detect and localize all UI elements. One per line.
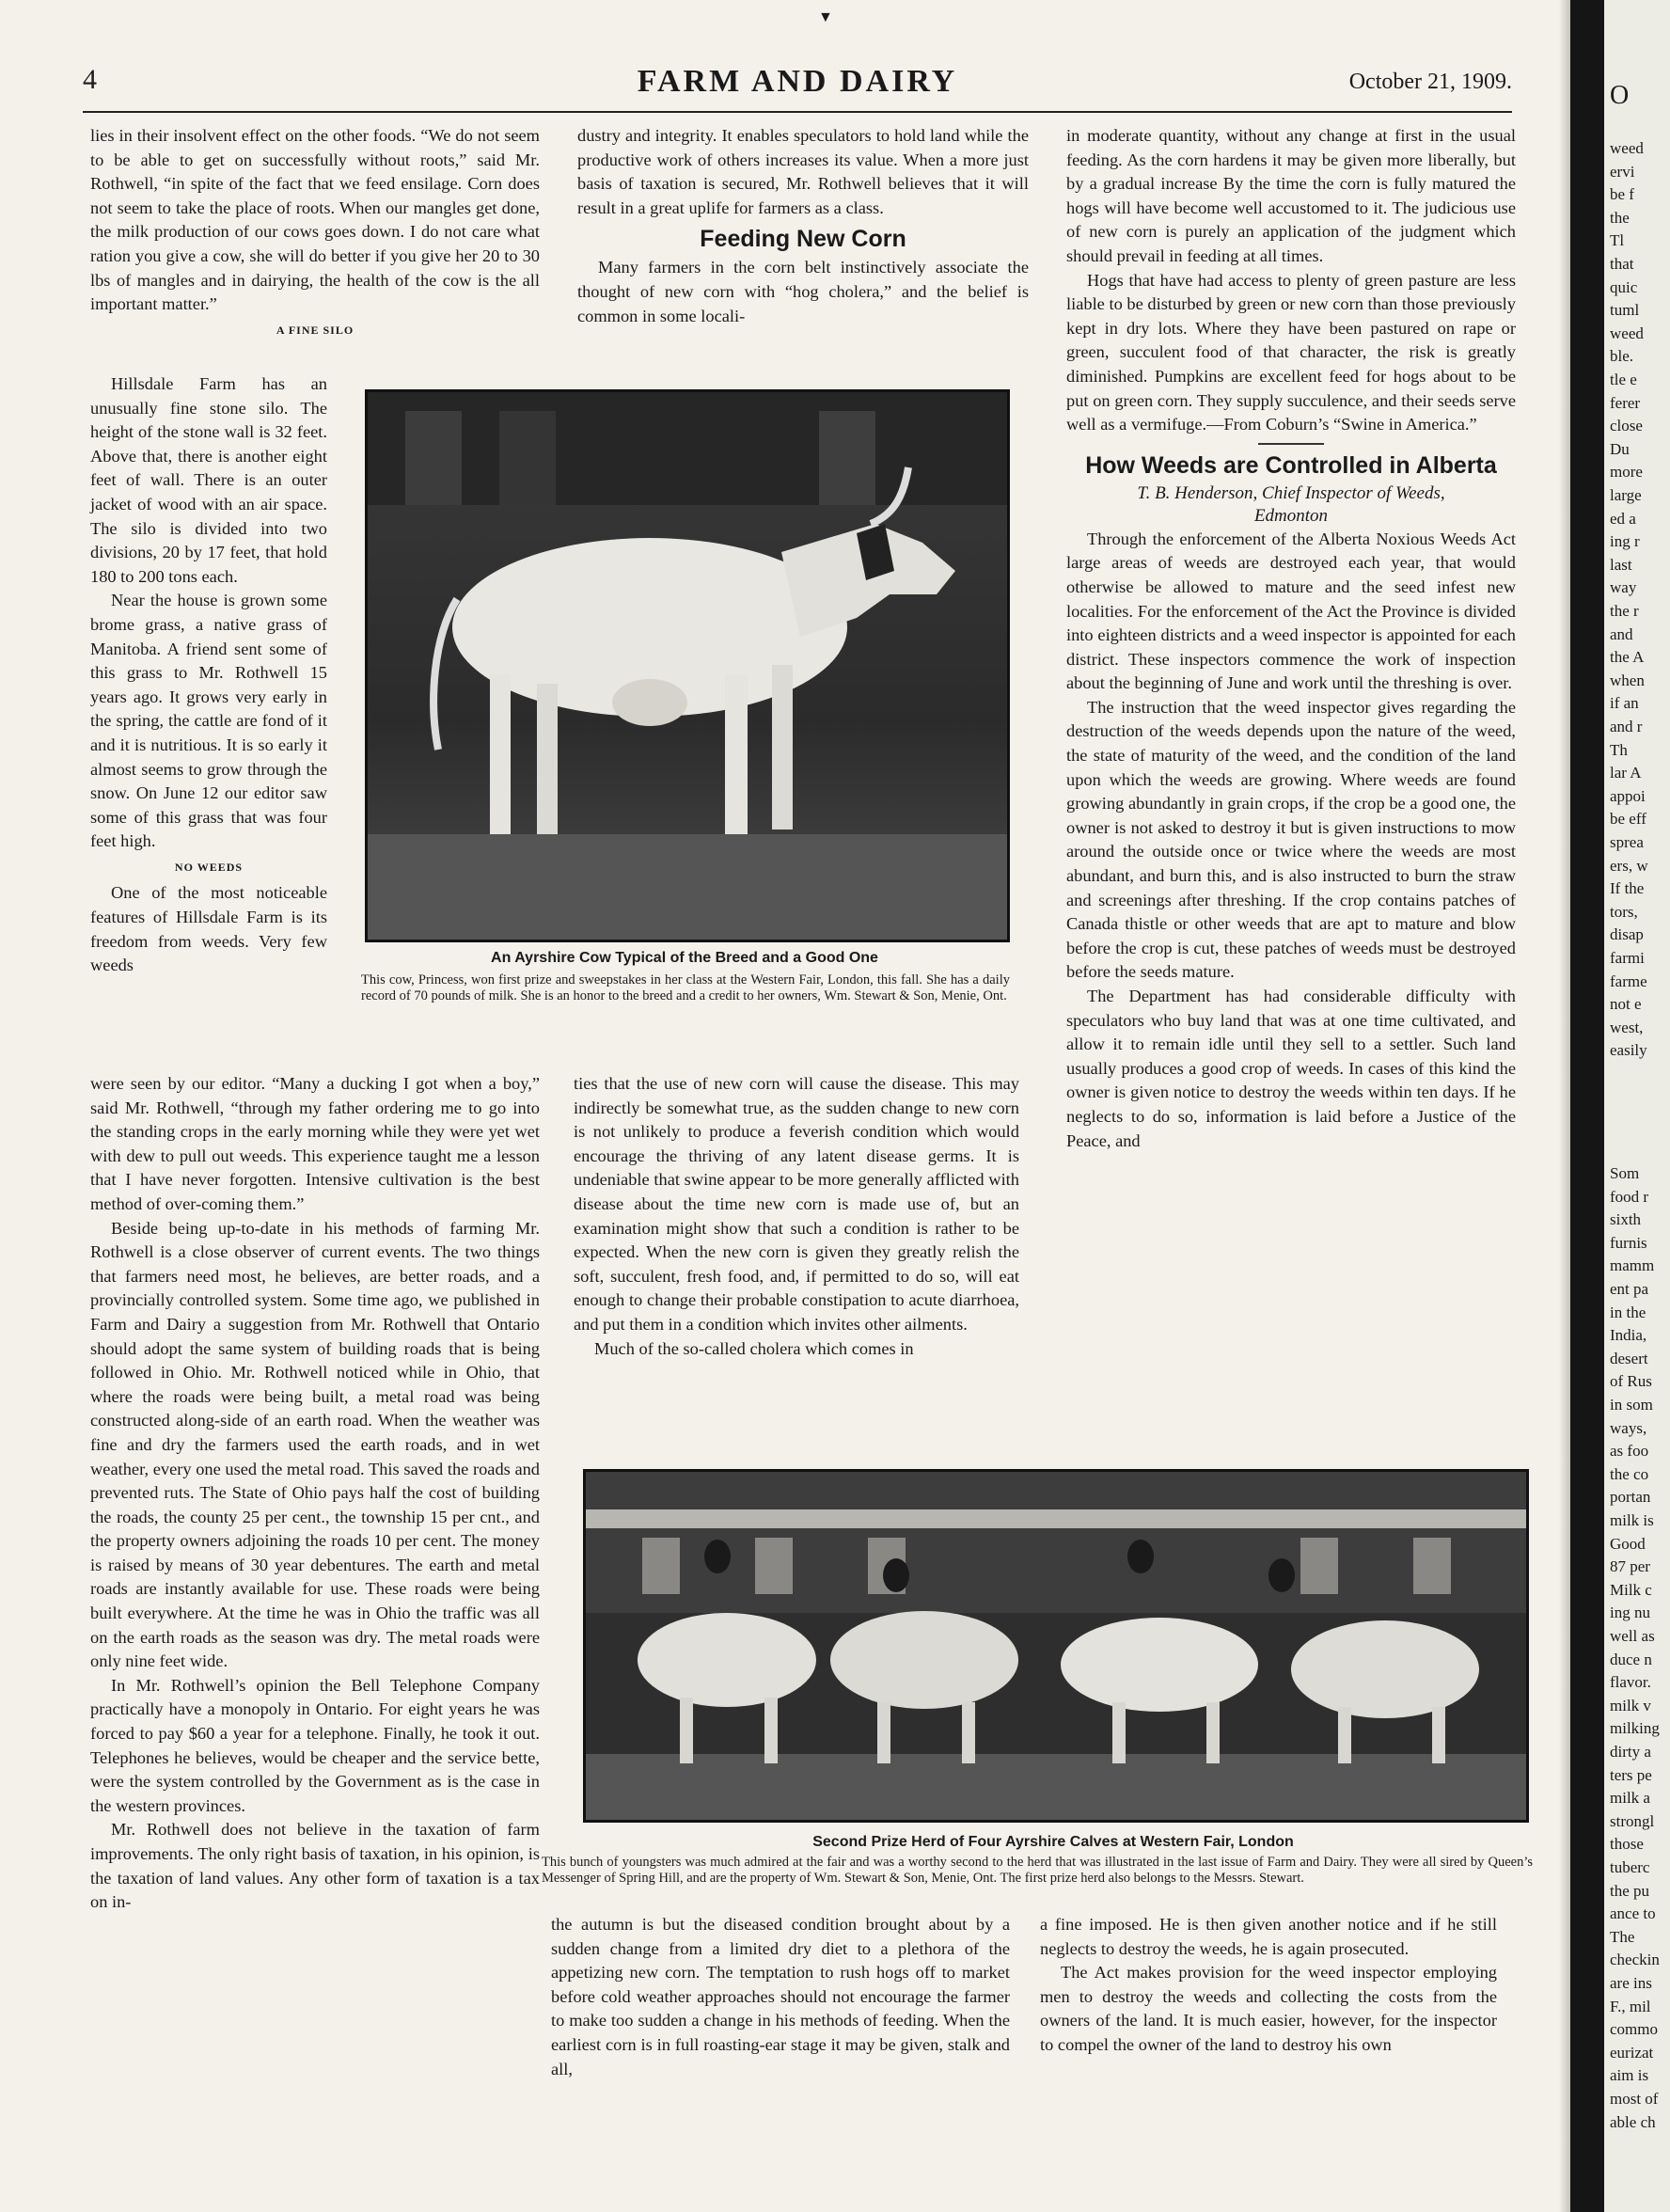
adjacent-page-line: tuberc — [1610, 1858, 1650, 1876]
telephone-paragraph: In Mr. Rothwell’s opinion the Bell Telephone Company practically have a monopoly in Ontario. For eight years he was forced to pay $60 a year for a telephone. Finally, he took it out. Telephones he believes, would be cheaper and the service bette, were the system controlled by the Government as is the case in the western provinces. — [90, 1675, 540, 1815]
adjacent-page-line: Du — [1610, 439, 1630, 458]
adjacent-page-line: the A — [1610, 648, 1645, 667]
adjacent-page-line: lar A — [1610, 764, 1642, 782]
adjacent-page-line: west, — [1610, 1018, 1644, 1036]
adjacent-page-line: be f — [1610, 185, 1634, 204]
adjacent-page-line: last — [1610, 555, 1632, 574]
fine-imposed-paragraph: a fine imposed. He is then given another notice and if he still neglects to destroy the weeds, he is again prosecuted. — [1040, 1915, 1497, 1958]
weeds-paragraph-start: One of the most noticeable features of Hillsdale Farm is its freedom from weeds. Very few weeds — [90, 883, 327, 975]
hogs-pasture-paragraph: Hogs that have had access to plenty of green pasture are less liable to be disturbed by green or new corn than those previously kept in dry lots. Where they have been pastured on rape or green, succulent food of that character, the risk is greatly diminished. Pumpkins are excellent feed for hogs about to be put on green corn. They supply succulence, and their seeds serve well as a vermifuge.—From Coburn’s “Swine in America.” — [1066, 270, 1516, 434]
adjacent-page-line: not e — [1610, 995, 1642, 1014]
adjacent-page-line: The — [1610, 1927, 1635, 1946]
adjacent-page-line: duce n — [1610, 1650, 1652, 1668]
feeding-new-corn-heading: Feeding New Corn — [700, 226, 906, 253]
weeds-act-paragraph: Through the enforcement of the Alberta Noxious Weeds Act large areas of weeds are destroyed each year, that would otherwise be allowed to mature and the seed infest new localities. For the enforcement of the Act the Province is divided into eighteen districts and a weed inspector is appointed for each district. These inspectors commence the work of inspection about the beginning of June and work until the threshing is over. — [1066, 529, 1516, 693]
cow-illustration — [368, 392, 1007, 940]
brome-grass-paragraph: Near the house is grown some brome grass, a native grass of Manitoba. A friend sent some of this grass to Mr. Rothwell 15 years ago. It grows very early in the spring, the cattle are fond of it and it is nutritious. It is so early it almost seems to grow through the snow. On June 12 our editor saw some of this grass that was four feet high. — [90, 591, 327, 851]
adjacent-page-fragment — [1604, 0, 1670, 2212]
adjacent-page-line: desert — [1610, 1349, 1648, 1367]
calves-illustration — [586, 1472, 1526, 1820]
adjacent-page-line: when — [1610, 671, 1645, 689]
adjacent-page-line: tuml — [1610, 301, 1640, 320]
adjacent-page-line: in som — [1610, 1396, 1653, 1414]
section-rule — [1258, 443, 1324, 445]
autumn-corn-paragraph: the autumn is but the diseased condition brought about by a sudden change from a limited dry diet to a plethora of the appetizing new corn. The temptation to rush hogs off to market before cold weather approaches should not encourage the farmer to make too sudden a change in his methods of feeding. When the earliest corn is in full roasting-ear stage it may be given, stalk and all, — [551, 1915, 1010, 2078]
calves-photo-caption: This bunch of youngsters was much admired at the fair and was a worthy second to the herd that was illustrated in the last issue of Farm and Dairy. They were all sired by Queen’s Messenger of Spring Hill, and are the property of Wm. Stewart & Son, Menie, Ont. The first prize herd also belongs to the Messrs. Stewart. — [542, 1855, 1533, 1886]
ayrshire-calves-photo — [583, 1469, 1529, 1823]
cow-photo-caption: This cow, Princess, won first prize and sweepstakes in her class at the Western Fair, London, this fall. She has a daily record of 70 pounds of milk. She is an honor to the breed and a credit to her owners, Wm. Stewart & Son, Menie, Ont. — [361, 972, 1010, 1003]
adjacent-page-line: ing r — [1610, 532, 1640, 551]
column-2-middle — [574, 1072, 1019, 1361]
adjacent-page-line: the — [1610, 208, 1630, 227]
adjacent-page-line: strongl — [1610, 1811, 1655, 1830]
rothwell-roots-paragraph: lies in their insolvent effect on the other foods. “We do not seem to be able to get on successfully without roots,” said Mr. Rothwell, “in spite of the fact that we feed ensilage. Corn does not seem to take the place of roots. When our mangles get done, the milk production of our cows goes down. I do not care what ration you give a cow, she will do better if you give her 20 to 30 lbs of mangles and in dairying, the health of the cow is the all important matter.” — [90, 126, 540, 314]
adjacent-page-line: sprea — [1610, 833, 1644, 851]
adjacent-page-line: the pu — [1610, 1881, 1650, 1900]
inspector-instruction-paragraph: The instruction that the weed inspector gives regarding the destruction of the weeds depends upon the nature of the weed, the state of maturity of the weed, and the condition of the land upon which the weeds are growing. Where weeds are found growing abundantly in grain crops, if the crop be a good one, the owner is not asked to destroy it but is given instructions to mow around the outside once or twice where the weeds are most abundant, and burn this, and is also instructed to burn the straw and screenings after threshing. If the crop contains patches of Canada thistle or other weeds that are apt to mature and blow before the crop is cut, these patches of weeds must be destroyed before the seeds mature. — [1066, 697, 1516, 982]
adjacent-page-line: are ins — [1610, 1974, 1652, 1992]
adjacent-page-line: be eff — [1610, 810, 1646, 829]
speculators-paragraph: The Department has had considerable difficulty with speculators who buy land that was at one time cultivated, and allow it to remain idle until they sell to a settler. Such land usually produces a good crop of weeds. In cases of this kind the owner is given notice to destroy the weeds within ten days. If he neglects to do so, information is laid before a Justice of the Peace, and — [1066, 987, 1516, 1150]
adjacent-page-line: Som — [1610, 1164, 1640, 1182]
adjacent-page-line: those — [1610, 1835, 1644, 1854]
weeds-paragraph-continued: were seen by our editor. “Many a ducking I got when a boy,” said Mr. Rothwell, “through my father ordering me to go into the standing crops in the early morning while they were yet wet with dew to pull out weeds. This experience taught me a lesson that I have never forgotten. Intensive cultivation is the best method of over-coming them.” — [90, 1074, 540, 1213]
adjacent-page-line: more — [1610, 463, 1643, 482]
cholera-paragraph-2: Much of the so-called cholera which comes in — [594, 1338, 914, 1358]
adjacent-page-line: milk a — [1610, 1789, 1650, 1808]
header-rule — [83, 111, 1512, 113]
cow-photo-title: An Ayrshire Cow Typical of the Breed and a Good One — [491, 950, 878, 966]
column-1-lower — [90, 1072, 540, 1915]
adjacent-page-line: If the — [1610, 879, 1645, 898]
corn-quantity-paragraph: in moderate quantity, without any change at first in the usual feeding. As the corn hardens it may be given more liberally, but by a gradual increase By the time the corn is fully matured the hogs will have become well accustomed to it. The judicious use of new corn is purely an application of the judgment which should prevail in feeding at all times. — [1066, 126, 1516, 265]
adjacent-page-line: ble. — [1610, 347, 1634, 366]
adjacent-page-line: well as — [1610, 1627, 1655, 1645]
adjacent-page-line: milking — [1610, 1719, 1660, 1738]
adjacent-page-line: Milk c — [1610, 1580, 1652, 1599]
adjacent-page-line: close — [1610, 417, 1643, 435]
adjacent-page-line: food r — [1610, 1187, 1649, 1206]
adjacent-page-line: tors, — [1610, 902, 1638, 921]
adjacent-page-line: large — [1610, 486, 1642, 504]
adjacent-page-line: most of — [1610, 2090, 1659, 2108]
adjacent-page-header: O — [1610, 81, 1630, 110]
page-header — [83, 64, 1512, 102]
adjacent-page-line: ance to — [1610, 1904, 1656, 1923]
adjacent-page-line: able ch — [1610, 2112, 1656, 2131]
adjacent-page-line: milk v — [1610, 1696, 1651, 1714]
column-1-top — [90, 124, 540, 344]
adjacent-page-line: disap — [1610, 925, 1644, 944]
adjacent-page-line: furnis — [1610, 1233, 1647, 1252]
adjacent-page-line: way — [1610, 578, 1637, 597]
adjacent-page-line: ervi — [1610, 162, 1635, 181]
taxation-continued: dustry and integrity. It enables speculators to hold land while the productive work of others increases its value. When a more just basis of taxation is secured, Mr. Rothwell believes that it will result in a great uplife for farmers as a class. — [577, 126, 1029, 217]
cholera-paragraph: ties that the use of new corn will cause the disease. This may indirectly be somewhat true, as the sudden change to new corn is not unlikely to produce a feverish condition which would encourage the thriving of any latent disease germs. It is undeniable that swine appear to be more generally afflicted with disease about the time new corn is made use of, but an examination might show that such a condition is rather to be expected. When the new corn is given they greatly relish the soft, succulent, fresh food, and, if permitted to do so, will eat enough to change their probable constipation to acute diarrhoea, and put them in a condition which invites other ailments. — [574, 1074, 1019, 1334]
adjacent-page-line: farme — [1610, 972, 1647, 990]
binding-gutter — [1570, 0, 1604, 2212]
adjacent-page-line: appoi — [1610, 786, 1646, 805]
adjacent-page-line: Tl — [1610, 231, 1625, 250]
column-3-top — [1066, 124, 1516, 1153]
adjacent-page-line: portan — [1610, 1488, 1651, 1507]
adjacent-page-line: eurizat — [1610, 2043, 1654, 2062]
adjacent-page-line: easily — [1610, 1041, 1647, 1060]
weeds-alberta-heading: How Weeds are Controlled in Alberta — [1085, 451, 1497, 479]
adjacent-page-line: the co — [1610, 1464, 1649, 1483]
subhead-fine-silo: A FINE SILO — [276, 323, 354, 337]
adjacent-page-line: weed — [1610, 139, 1644, 157]
column-2-bottom — [551, 1913, 1010, 2081]
adjacent-page-line: sixth — [1610, 1210, 1642, 1229]
top-mark: ▼ — [818, 9, 833, 25]
adjacent-page-line: Good — [1610, 1534, 1646, 1553]
feeding-corn-paragraph-1: Many farmers in the corn belt instinctively associate the thought of new corn with “hog cholera,” and the belief is common in some locali- — [577, 258, 1029, 325]
newspaper-title: FARM AND DAIRY — [637, 64, 958, 99]
calves-photo-title: Second Prize Herd of Four Ayrshire Calves at Western Fair, London — [812, 1834, 1294, 1850]
column-2-top — [577, 124, 1029, 328]
adjacent-page-line: F., mil — [1610, 1997, 1651, 2015]
adjacent-page-line: mamm — [1610, 1256, 1655, 1275]
byline-author: T. B. Henderson, Chief Inspector of Weeds, — [1137, 482, 1445, 503]
adjacent-page-line: flavor. — [1610, 1673, 1651, 1692]
adjacent-page-line: commo — [1610, 2020, 1658, 2039]
adjacent-page-line: ed a — [1610, 509, 1636, 528]
adjacent-page-line: dirty a — [1610, 1743, 1651, 1761]
ayrshire-cow-photo — [365, 389, 1010, 942]
adjacent-page-line: ent pa — [1610, 1280, 1649, 1298]
act-provision-paragraph: The Act makes provision for the weed inspector employing men to destroy the weeds and collecting the costs from the owners of the land. It is much easier, however, for the inspector to compel the owner of the land to destroy his own — [1040, 1963, 1497, 2054]
issue-date: October 21, 1909. — [1348, 70, 1512, 94]
adjacent-page-line: 87 per — [1610, 1557, 1650, 1576]
adjacent-page-line: India, — [1610, 1326, 1647, 1345]
adjacent-page-line: farmi — [1610, 949, 1645, 967]
adjacent-page-line: quic — [1610, 277, 1638, 296]
adjacent-page-line: of Rus — [1610, 1372, 1652, 1391]
column-1-narrow — [90, 372, 327, 978]
adjacent-page-line: Th — [1610, 740, 1628, 759]
adjacent-page-line: that — [1610, 255, 1634, 273]
adjacent-page-line: ing nu — [1610, 1604, 1650, 1622]
adjacent-page-line: and r — [1610, 718, 1643, 735]
adjacent-page-line: the r — [1610, 602, 1639, 620]
adjacent-page-line: aim is — [1610, 2066, 1649, 2085]
adjacent-page-line: ways, — [1610, 1418, 1647, 1437]
adjacent-page-line: as foo — [1610, 1442, 1649, 1461]
roads-paragraph: Beside being up-to-date in his methods of farming Mr. Rothwell is a close observer of current events. The two things that farmers need most, he believes, are better roads, and a provincially controlled system. Some time ago, we published in Farm and Dairy a suggestion from Mr. Rothwell that Ontario should adopt the same system of building roads that is being followed in Ohio. Mr. Rothwell noticed while in Ohio, that where the roads were being built, a metal road was being constructed along-side of an earth road. When the weather was fine and dry the farmers used the earth roads, and in wet weather, every one used the metal road. This saved the roads and prevented ruts. The State of Ohio pays half the cost of building the roads, the county 25 per cent., the township 15 per cnt., and the property owners adjoining the roads 10 per cent. The money is raised by means of 30 year debentures. The earth and metal roads are instantly available for use. These roads were being built everywhere. At the time he was in Ohio the traffic was all on the earth roads as the season was dry. The metal roads were only nine feet wide. — [90, 1218, 540, 1671]
column-3-bottom — [1040, 1913, 1497, 2058]
adjacent-page-line: ers, w — [1610, 856, 1648, 875]
silo-paragraph: Hillsdale Farm has an unusually fine stone silo. The height of the stone wall is 32 feet. Above that, there is another eight feet of wall. There is an outer jacket of wood with an air space. The silo is divided into two divisions, 20 by 17 feet, that hold 180 to 200 tons each. — [90, 374, 327, 586]
adjacent-page-line: tle e — [1610, 371, 1637, 388]
adjacent-page-line: checkin — [1610, 1951, 1660, 1969]
adjacent-page-line: if an — [1610, 694, 1639, 713]
adjacent-page-line: and — [1610, 624, 1633, 643]
adjacent-page-line: ters pe — [1610, 1765, 1652, 1784]
taxation-paragraph: Mr. Rothwell does not believe in the taxation of farm improvements. The only right basis of taxation, in his opinion, is the taxation of land values. Any other form of taxation is a tax on in- — [90, 1820, 540, 1912]
adjacent-page-line: weed — [1610, 324, 1644, 342]
adjacent-page-line: milk is — [1610, 1511, 1654, 1529]
adjacent-page-line: ferer — [1610, 393, 1641, 412]
byline-place: Edmonton — [1253, 505, 1329, 526]
subhead-no-weeds: NO WEEDS — [174, 860, 244, 874]
adjacent-page-line: in the — [1610, 1303, 1646, 1321]
page-number: 4 — [83, 64, 97, 95]
